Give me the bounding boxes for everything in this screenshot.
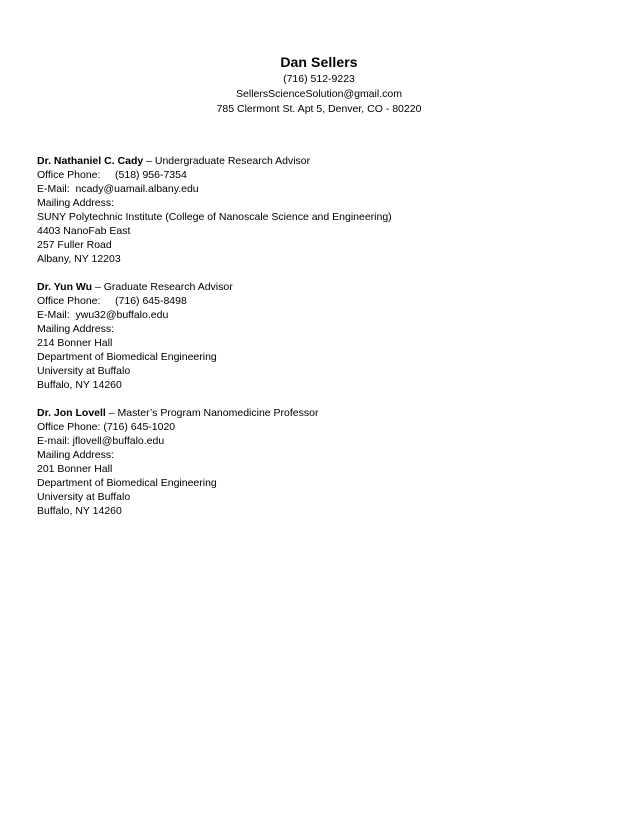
reference-role: – Graduate Research Advisor bbox=[92, 281, 233, 293]
reference-role: – Undergraduate Research Advisor bbox=[143, 155, 311, 167]
applicant-phone: (716) 512-9223 bbox=[283, 73, 355, 85]
reference-name: Dr. Jon Lovell bbox=[37, 407, 106, 419]
applicant-name: Dan Sellers bbox=[280, 54, 358, 70]
reference-role: – Master’s Program Nanomedicine Professor bbox=[105, 407, 319, 419]
reference-email: E-Mail: ncady@uamail.albany.edu bbox=[37, 183, 199, 195]
reference-phone: Office Phone: (518) 956-7354 bbox=[37, 169, 187, 181]
reference-phone: Office Phone: (716) 645-1020 bbox=[37, 421, 176, 433]
mailing-address-label: Mailing Address: bbox=[37, 323, 115, 335]
mailing-address-label: Mailing Address: bbox=[37, 197, 115, 209]
reference-name: Dr. Nathaniel C. Cady bbox=[37, 155, 144, 167]
address-line: Buffalo, NY 14260 bbox=[37, 505, 122, 517]
reference-name: Dr. Yun Wu bbox=[37, 281, 93, 293]
address-line: SUNY Polytechnic Institute (College of Nanoscale Science and Engineering) bbox=[37, 211, 392, 223]
applicant-address: 785 Clermont St. Apt 5, Denver, CO - 80220 bbox=[216, 103, 422, 115]
address-line: Department of Biomedical Engineering bbox=[37, 477, 217, 489]
address-line: University at Buffalo bbox=[37, 491, 131, 503]
address-line: Buffalo, NY 14260 bbox=[37, 379, 122, 391]
reference-heading bbox=[37, 154, 597, 168]
contact-header bbox=[0, 52, 638, 117]
reference-phone: Office Phone: (716) 645-8498 bbox=[37, 295, 187, 307]
address-line: 214 Bonner Hall bbox=[37, 337, 113, 349]
reference-entry bbox=[37, 406, 597, 518]
reference-heading bbox=[37, 406, 597, 420]
reference-heading bbox=[37, 280, 597, 294]
address-line: Albany, NY 12203 bbox=[37, 253, 121, 265]
address-line: University at Buffalo bbox=[37, 365, 131, 377]
address-line: 4403 NanoFab East bbox=[37, 225, 131, 237]
address-line: 257 Fuller Road bbox=[37, 239, 112, 251]
reference-email: E-mail: jflovell@buffalo.edu bbox=[37, 435, 165, 447]
mailing-address-label: Mailing Address: bbox=[37, 449, 115, 461]
reference-email: E-Mail: ywu32@buffalo.edu bbox=[37, 309, 169, 321]
address-line: 201 Bonner Hall bbox=[37, 463, 113, 475]
applicant-email: SellersScienceSolution@gmail.com bbox=[236, 88, 402, 100]
references-list bbox=[37, 154, 597, 532]
address-line: Department of Biomedical Engineering bbox=[37, 351, 217, 363]
reference-entry bbox=[37, 280, 597, 392]
reference-entry bbox=[37, 154, 597, 266]
